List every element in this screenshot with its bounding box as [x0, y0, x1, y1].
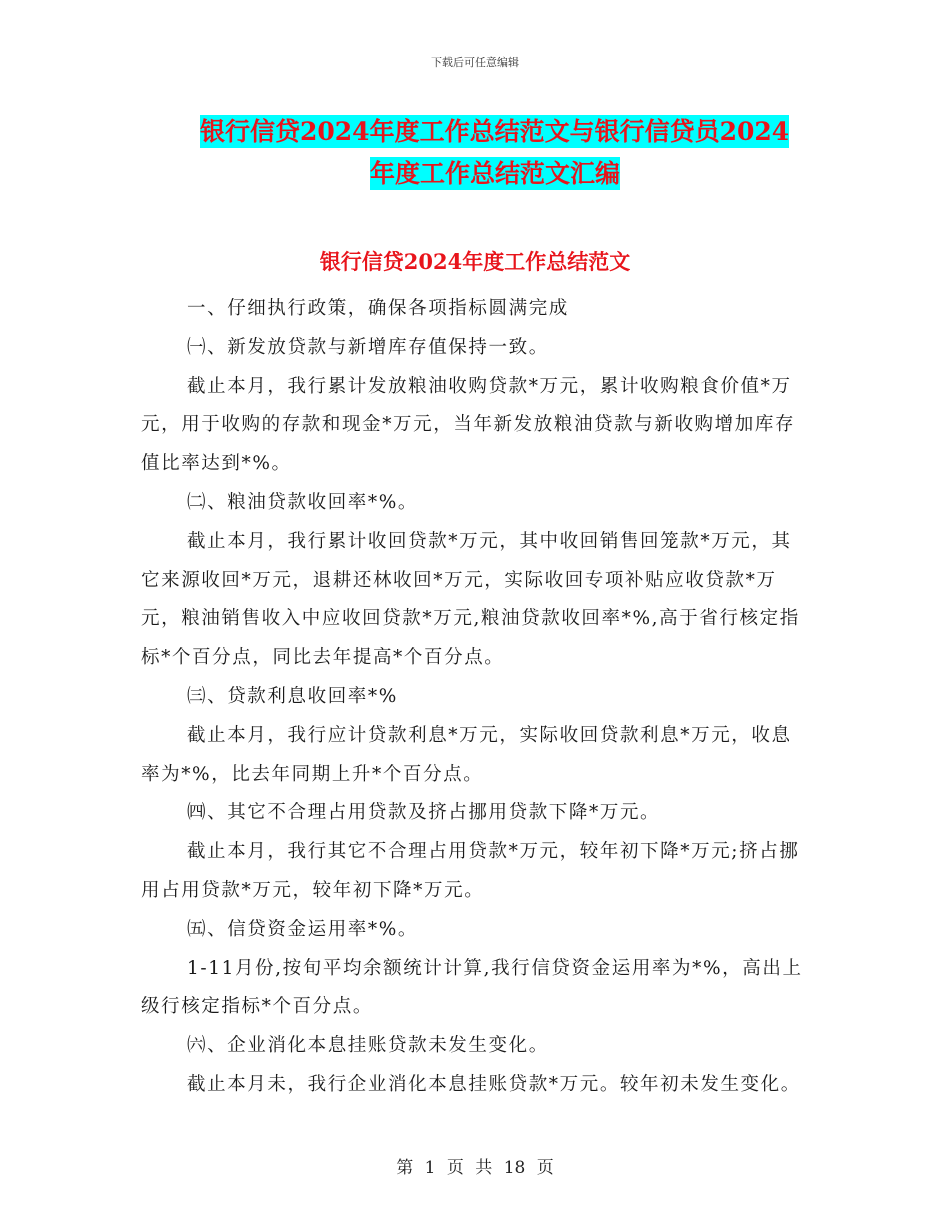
paragraph: 截止本月，我行累计发放粮油收购贷款*万元，累计收购粮食价值*万元，用于收购的存款和现金*万元，当年新发放粮油贷款与新收购增加库存值比率达到*%。 — [141, 375, 796, 475]
paragraph: 1-11月份,按旬平均余额统计计算,我行信贷资金运用率为*%，高出上级行核定指标*个百分点。 — [141, 957, 803, 1018]
paragraph-subheading: ㈥、企业消化本息挂账贷款未发生变化。 — [187, 1035, 549, 1057]
document-body — [141, 290, 811, 1105]
paragraph-subheading: ㈠、新发放贷款与新增库存值保持一致。 — [187, 336, 549, 358]
paragraph-subheading: ㈢、贷款利息收回率*% — [187, 685, 398, 707]
header-note: 下载后可任意编辑 — [431, 56, 519, 69]
paragraph: 截止本月，我行累计收回贷款*万元，其中收回销售回笼款*万元，其它来源收回*万元，退耕还林收回*万元，实际收回专项补贴应收贷款*万元，粮油销售收入中应收回贷款*万元,粮油贷款收回率*%,高于省行核定指标*个百分点，同比去年提高*个百分点。 — [141, 530, 800, 669]
section-title: 银行信贷2024年度工作总结范文 — [319, 249, 631, 274]
title-line-2: 年度工作总结范文汇编 — [370, 159, 621, 188]
page-footer: 第 1 页 共 18 页 — [396, 1158, 554, 1178]
paragraph-subheading: ㈣、其它不合理占用贷款及挤占挪用贷款下降*万元。 — [187, 802, 661, 824]
paragraph: 截止本月未，我行企业消化本息挂账贷款*万元。较年初未发生变化。 — [187, 1073, 801, 1095]
paragraph: 截止本月，我行应计贷款利息*万元，实际收回贷款利息*万元，收息率为*%，比去年同期上升*个百分点。 — [141, 724, 792, 785]
paragraph-subheading: ㈡、粮油贷款收回率*%。 — [187, 491, 419, 513]
paragraph-subheading: ㈤、信贷资金运用率*%。 — [187, 918, 419, 940]
title-line-1: 银行信贷2024年度工作总结范文与银行信贷员2024 — [200, 117, 790, 146]
paragraph: 截止本月，我行其它不合理占用贷款*万元，较年初下降*万元;挤占挪用占用贷款*万元，较年初下降*万元。 — [141, 841, 800, 901]
paragraph-heading: 一、仔细执行政策，确保各项指标圆满完成 — [187, 298, 569, 319]
